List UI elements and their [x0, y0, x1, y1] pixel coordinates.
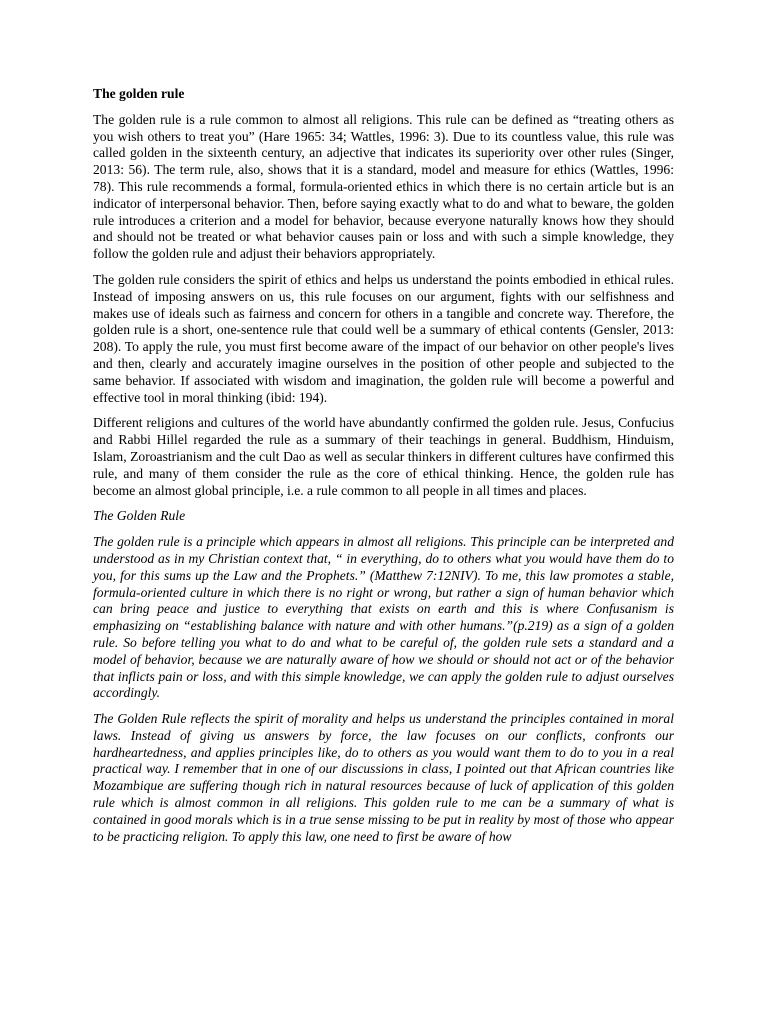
paragraph-2: The golden rule considers the spirit of ethics and helps us understand the points embodied in ethical rules. Instead of imposing answers on us, this rule focuses on our argument, fights with our selfishness and makes use of ideals such as fairness and concern for others in a tangible and concrete way. Therefore, the golden rule is a short, one-sentence rule that could well be a summary of ethical contents (Gensler, 2013: 208). To apply the rule, you must first become aware of the impact of our behavior on other people's lives and then, clearly and accurately imagine ourselves in the position of other people and subjected to the same behavior. If associated with wisdom and imagination, the golden rule will become a powerful and effective tool in moral thinking (ibid: 194). — [93, 271, 674, 405]
italic-paragraph-2: The Golden Rule reflects the spirit of morality and helps us understand the principles contained in moral laws. Instead of giving us answers by force, the law focuses on our conflicts, confronts our hardheartedness, and applies principles like, do to others as you would want them to do to you in a real practical way. I remember that in one of our discussions in class, I pointed out that African countries like Mozambique are suffering though rich in natural resources because of luck of application of this golden rule which is almost common in all religions. This golden rule to me can be a summary of what is contained in good morals which is in a true sense missing to be put in reality by most of those who appear to be practicing religion. To apply this law, one need to first be aware of how — [93, 711, 674, 844]
document-title: The golden rule — [93, 86, 185, 101]
italic-paragraph-1: The golden rule is a principle which appears in almost all religions. This principle can be interpreted and understood as in my Christian context that, “ in everything, do to others what you would have them do to you, for this sums up the Law and the Prophets.” (Matthew 7:12NIV). To me, this law promotes a stable, formula-oriented culture in which there is no right or wrong, but rather a sign of human behavior which can bring peace and justice to everything that exists on earth and this is where Confusanism is emphasizing on “establishing balance with nature and with other humans.”(p.219) as a sign of a golden rule. So before telling you what to do and what to be careful of, the golden rule sets a standard and a model of behavior, because we are naturally aware of how we should or should not act or of the behavior that inflicts pain or loss, and with this simple knowledge, we can apply the golden rule to adjust ourselves accordingly. — [93, 534, 674, 701]
paragraph-3: Different religions and cultures of the world have abundantly confirmed the golden rule. Jesus, Confucius and Rabbi Hillel regarded the rule as a summary of their teachings in general. Buddhism, Hinduism, Islam, Zoroastrianism and the cult Dao as well as secular thinkers in different cultures have confirmed this rule, and many of them consider the rule as the core of ethical thinking. Hence, the golden rule has become an almost global principle, i.e. a rule common to all people in all times and places. — [93, 415, 674, 498]
document-page — [93, 86, 674, 854]
section-subheading: The Golden Rule — [93, 508, 186, 524]
paragraph-1: The golden rule is a rule common to almost all religions. This rule can be defined as “treating others as you wish others to treat you” (Hare 1965: 34; Wattles, 1996: 3). Due to its countless value, this rule was called golden in the sixteenth century, an adjective that indicates its superiority over other rules (Singer, 2013: 56). The term rule, also, shows that it is a standard, model and measure for ethics (Wattles, 1996: 78). This rule recommends a formal, formula-oriented ethics in which there is no certain article but is an indicator of interpersonal behavior. Then, before saying exactly what to do and what to beware, the golden rule introduces a criterion and a model for behavior, because everyone naturally knows how they should and should not be treated or what behavior causes pain or loss and with such a simple knowledge, they follow the golden rule and adjust their behaviors appropriately. — [93, 111, 674, 262]
